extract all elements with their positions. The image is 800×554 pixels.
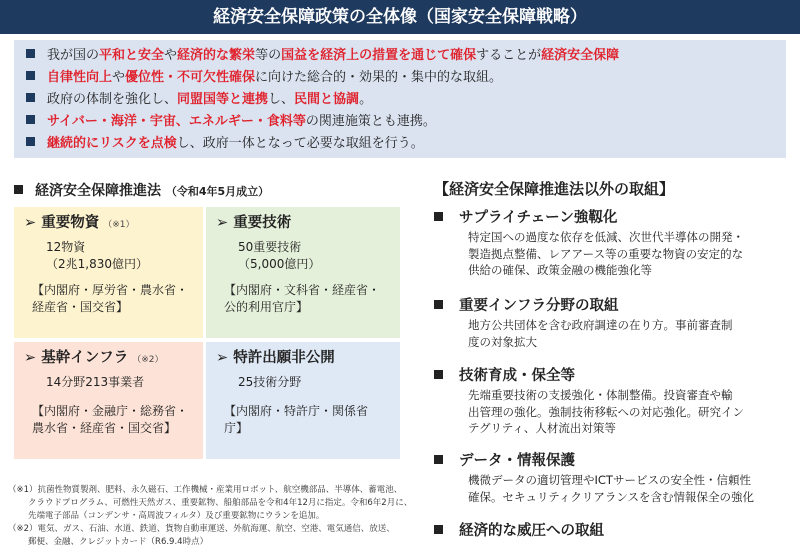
right-item-data-protection: データ・情報保護 機微データの適切管理やICTサービスの安全性・信頼性 確保。セキュリティクリアランスを含む情報保全の強化 [434, 451, 794, 505]
bullet-square-icon [434, 455, 443, 464]
left-section-heading: 経済安全保障推進法 （令和4年5月成立） [14, 180, 269, 200]
bullet-square-icon [434, 300, 443, 309]
summary-line [26, 45, 774, 67]
summary-text: や [112, 70, 126, 85]
summary-line [26, 67, 774, 89]
bullet-square-icon [26, 93, 35, 102]
summary-line [26, 111, 774, 133]
summary-emphasis: 国益を経済上の措置を通じて確保 [281, 48, 477, 63]
summary-text: 。 [359, 92, 373, 107]
summary-line [26, 89, 774, 111]
footnote-1: （※1）抗菌性物質製剤、肥料、永久磁石、工作機械・産業用ロボット、航空機部品、半導体、蓄電池、 クラウドプログラム、可燃性天然ガス、重要鉱物、船舶部品を令和4年12月に指定。令和6年2月に、 先端電子部品（コンデンサ・高周波フィルタ）及び重要鉱物にウランを追加。 [8, 485, 413, 521]
summary-emphasis: 経済的な繁栄 [177, 48, 256, 63]
box-title: ➢ 基幹インフラ （※2） [24, 350, 164, 366]
summary-emphasis: 継続的にリスクを点検 [47, 136, 177, 151]
summary-text: に向けた総合的・効果的・集中的な取組。 [255, 70, 503, 85]
summary-emphasis: 経済安全保障 [541, 48, 620, 63]
summary-emphasis: 同盟国等と連携 [177, 92, 269, 107]
summary-text: 政府の体制を強化し、 [47, 92, 178, 107]
summary-emphasis: 自律性向上 [47, 70, 113, 85]
right-item-infrastructure: 重要インフラ分野の取組 地方公共団体を含む政府調達の在り方。事前審査制 度の対象拡大 [434, 296, 794, 350]
bullet-square-icon [14, 185, 23, 194]
box-important-technology: ➢ 重要技術 50重要技術 （5,000億円） 【内閣府・文科省・経産省・ 公的利用官庁】 [206, 207, 400, 338]
summary-text: することが [476, 48, 542, 63]
summary-emphasis: 平和と安全 [99, 48, 165, 63]
page-title: 経済安全保障政策の全体像（国家安全保障戦略） [0, 0, 800, 34]
box-core-infrastructure: ➢ 基幹インフラ （※2） 14分野213事業者 【内閣府・金融庁・総務省・ 農水省・経産省・国交省】 [14, 342, 203, 459]
box-patent-secrecy: ➢ 特許出願非公開 25技術分野 【内閣府・特許庁・関係省 庁】 [206, 342, 400, 459]
summary-text: し、 [268, 92, 295, 107]
bullet-square-icon [434, 212, 443, 221]
summary-text: の関連施策とも連携。 [305, 114, 436, 129]
box-title: ➢ 特許出願非公開 [216, 350, 335, 366]
summary-emphasis: 民間と協調 [294, 92, 360, 107]
right-item-technology: 技術育成・保全等 先端重要技術の支援強化・体制整備。投資審査や輸 出管理の強化。強制技術移転への対応強化。研究イン テグリティ、人材流出対策等 [434, 366, 794, 437]
summary-text: し、政府一体となって必要な取組を行う。 [176, 136, 424, 151]
summary-panel [14, 40, 786, 158]
bullet-square-icon [26, 49, 35, 58]
right-section-heading: 【経済安全保障推進法以外の取組】 [434, 180, 675, 198]
bullet-square-icon [434, 525, 443, 534]
bullet-square-icon [26, 137, 35, 146]
bullet-square-icon [26, 115, 35, 124]
summary-text: 等の [255, 48, 282, 63]
summary-emphasis: 優位性・不可欠性確保 [125, 70, 256, 85]
bullet-square-icon [434, 370, 443, 379]
right-item-supply-chain: サプライチェーン強靱化 特定国への過度な依存を低減、次世代半導体の開発・ 製造拠点整備、レアアース等の重要な物資の安定的な 供給の確保、政策金融の機能強化等 [434, 208, 794, 279]
summary-emphasis: サイバー・海洋・宇宙、エネルギー・食料等 [47, 114, 306, 129]
bullet-square-icon [26, 71, 35, 80]
summary-text: 我が国の [47, 48, 100, 63]
box-title: ➢ 重要技術 [216, 215, 292, 231]
summary-text: や [164, 48, 178, 63]
footnote-2: （※2）電気、ガス、石油、水道、鉄道、貨物自動車運送、外航海運、航空、空港、電気通信、放送、 郵便、金融、クレジットカード（R6.9.4時点） [8, 524, 395, 547]
right-item-economic-coercion: 経済的な威圧への取組 [434, 521, 794, 541]
box-important-materials: ➢ 重要物資 （※1） 12物資 （2兆1,830億円） 【内閣府・厚労省・農水省・ 経産省・国交省】 [14, 207, 203, 338]
box-title: ➢ 重要物資 （※1） [24, 215, 135, 231]
summary-line [26, 133, 774, 155]
